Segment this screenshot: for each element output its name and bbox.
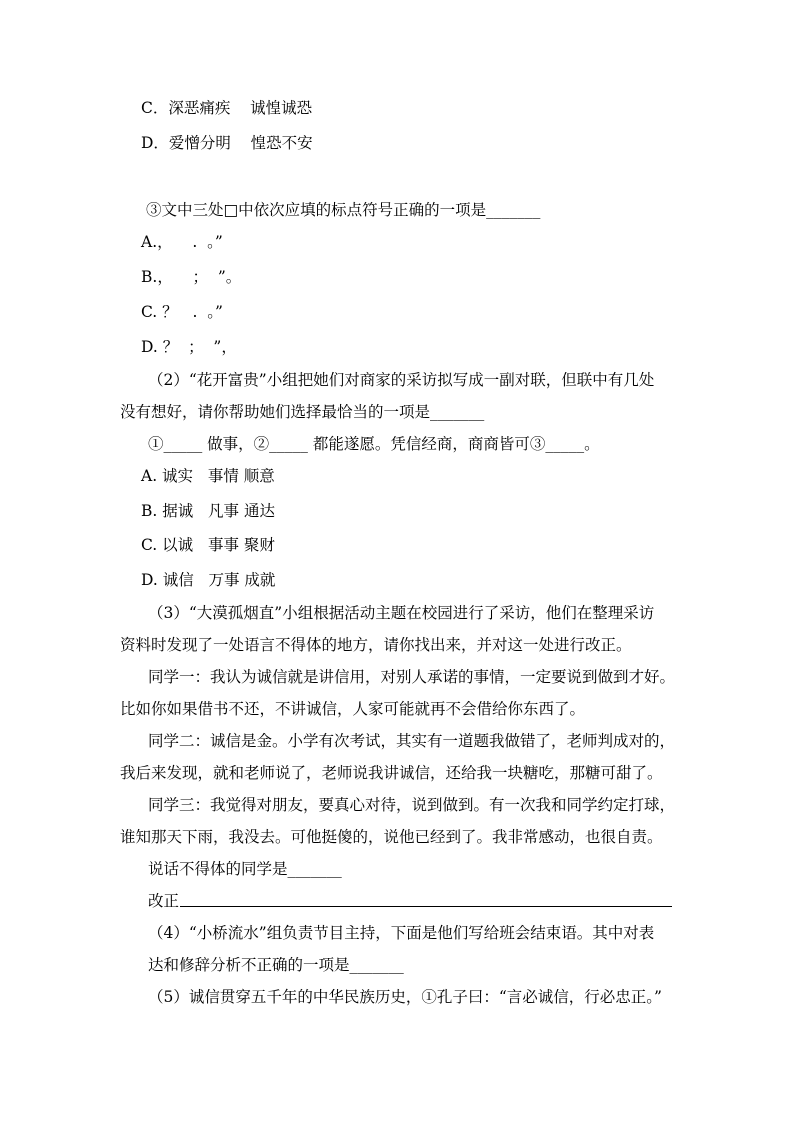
punct-option-c: C. ？ . 。” xyxy=(141,303,223,321)
inappropriate-student-answer: 说话不得体的同学是_______ xyxy=(148,860,342,878)
student-2-line-1: 同学二：诚信是金。小学有次考试，其实有一道题我做错了，老师判成对的， xyxy=(148,732,676,750)
option-d-text: D．爱憎分明 惶恐不安 xyxy=(141,134,313,152)
couplet-option-b: B. 据诚 凡事 通达 xyxy=(141,502,275,520)
punct-option-d: D. ？ ； ”， xyxy=(141,338,237,356)
correction-label: 改正 xyxy=(148,892,180,910)
punct-option-a: A.， . 。” xyxy=(141,233,223,251)
part-5-prompt: （5）诚信贯穿五千年的中华民族历史，①孔子曰：“言必诚信，行必忠正。” xyxy=(148,988,662,1006)
punct-option-b: B.， ； ”。 xyxy=(141,268,242,286)
part-4-prompt-line-2: 达和修辞分析不正确的一项是_______ xyxy=(148,956,404,974)
couplet-option-c: C. 以诚 事事 聚财 xyxy=(141,536,275,554)
option-c-text: C．深恶痛疾 诚惶诚恐 xyxy=(141,99,313,117)
couplet-blanks: ①_____ 做事，②_____ 都能遂愿。凭信经商，商商皆可③_____。 xyxy=(148,435,600,453)
part-2-prompt-line-1: （2）“花开富贵”小组把她们对商家的采访拟写成一副对联，但联中有几处 xyxy=(148,371,655,389)
student-3-line-2: 谁知那天下雨，我没去。可他挺傻的，说他已经到了。我非常感动，也很自责。 xyxy=(120,828,663,846)
student-1-line-2: 比如你如果借书不还，不讲诚信，人家可能就再不会借给你东西了。 xyxy=(120,700,586,718)
part-2-prompt-line-2: 没有想好，请你帮助她们选择最恰当的一项是_______ xyxy=(120,403,485,421)
correction-answer-line xyxy=(180,906,672,907)
part-3-prompt-line-2: 资料时发现了一处语言不得体的地方，请你找出来，并对这一处进行改正。 xyxy=(120,636,632,654)
couplet-option-a: A. 诚实 事情 顺意 xyxy=(141,467,275,485)
couplet-option-d: D. 诚信 万事 成就 xyxy=(141,571,276,589)
student-2-line-2: 我后来发现，就和老师说了，老师说我讲诚信，还给我一块糖吃，那糖可甜了。 xyxy=(120,764,663,782)
student-1-line-1: 同学一：我认为诚信就是讲信用，对别人承诺的事情，一定要说到做到才好。 xyxy=(148,668,676,686)
question-3-prompt: ③文中三处□中依次应填的标点符号正确的一项是_______ xyxy=(146,201,541,219)
part-4-prompt-line-1: （4）“小桥流水”组负责节目主持，下面是他们写给班会结束语。其中对表 xyxy=(148,924,655,942)
student-3-line-1: 同学三：我觉得对朋友，要真心对待，说到做到。有一次我和同学约定打球， xyxy=(148,796,676,814)
part-3-prompt-line-1: （3）“大漠孤烟直”小组根据活动主题在校园进行了采访，他们在整理采访 xyxy=(148,604,655,622)
